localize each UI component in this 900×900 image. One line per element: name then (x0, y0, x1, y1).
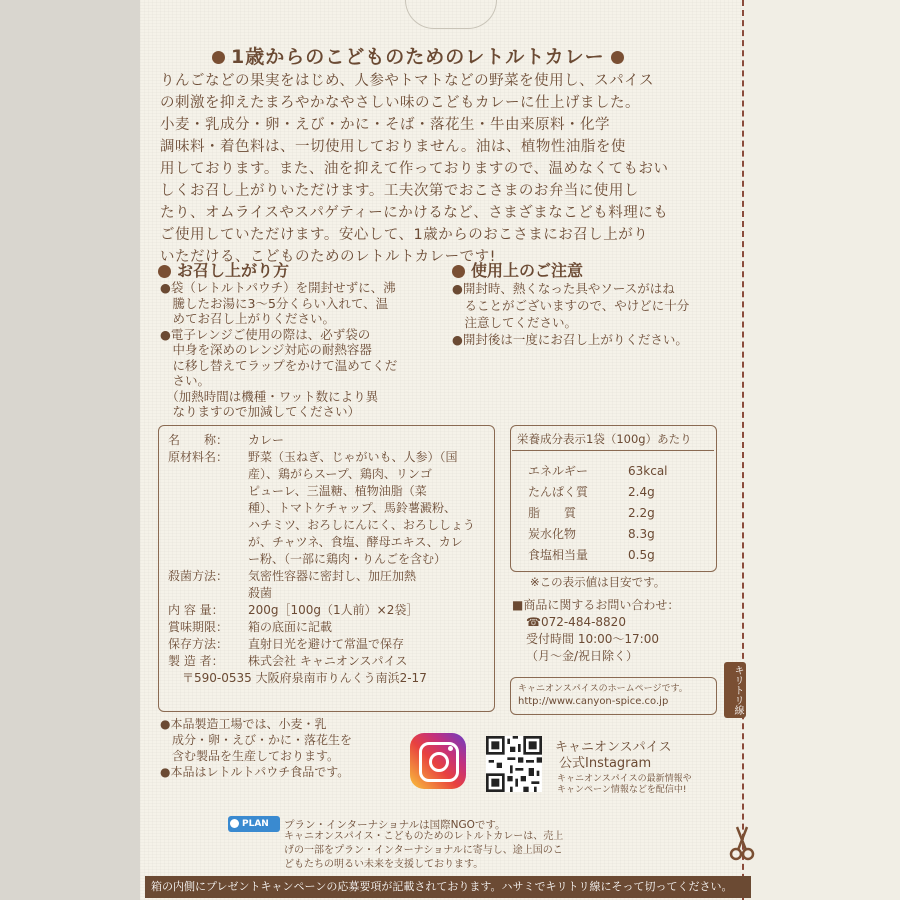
contact-heading: ■商品に関するお問い合わせ： (512, 598, 680, 612)
instagram-sub: 公式Instagram (559, 756, 652, 771)
nutrition-key: たんぱく質 (528, 485, 589, 499)
cut-line (742, 0, 744, 900)
instagram-name: キャニオンスパイス (555, 740, 672, 755)
nutrition-value: 2.2g (628, 505, 655, 520)
nutrition-divider (512, 450, 714, 451)
intro-paragraph (160, 70, 730, 268)
address-text: 〒590-0535 大阪府泉南市りんくう南浜2-17 (182, 671, 427, 685)
homepage-url[interactable]: http://www.canyon-spice.co.jp (518, 696, 669, 707)
bullet-dot-icon (452, 265, 465, 278)
instagram-icon[interactable] (410, 733, 466, 789)
label-key: 保存方法： (168, 637, 229, 651)
footer-banner: 箱の内側にプレゼントキャンペーンの応募要項が記載されております。ハサミでキリトリ線にそって切ってください。 (145, 876, 751, 898)
factory-note-line: 成分・卵・えび・かに・落花生を (160, 733, 353, 747)
label-value-line: ー粉、（一部に鶏肉・りんごを含む） (248, 552, 447, 566)
label-row-expiry (168, 619, 488, 636)
main-title (206, 42, 630, 69)
nutrition-value: 63kcal (628, 463, 668, 478)
title-text: 1歳からのこどものためのレトルトカレー (231, 46, 605, 68)
label-value-line: ピューレ、三温糖、植物油脂（菜 (248, 484, 427, 498)
label-row-storage (168, 636, 488, 653)
nutrition-key: エネルギー (528, 464, 589, 478)
label-key: 原材料名： (168, 450, 229, 464)
plan-line: キャニオンスパイス・こどものためのレトルトカレーは、売上 (284, 831, 564, 842)
nutrition-title: 栄養成分表示1袋（100g）あたり (517, 432, 692, 446)
intro-line: しくお召し上がりいただけます。工夫次第でおこさまのお弁当に使用し (160, 183, 639, 199)
label-key: 殺菌方法： (168, 569, 229, 583)
instagram-desc-line: キャニオンスパイスの最新情報や (557, 774, 692, 784)
factory-note-line: ●本品製造工場では、小麦・乳 (160, 717, 327, 731)
label-value-line: が、チャツネ、食塩、酵母エキス、カレ (248, 535, 463, 549)
product-label (168, 432, 488, 687)
label-row-manufacturer (168, 653, 488, 670)
label-key: 名 称： (168, 433, 229, 447)
intro-line: 調味料・着色料は、一切使用しておりません。油は、植物性油脂を使 (160, 139, 626, 155)
label-row-sterilization (168, 568, 488, 602)
howto-heading (158, 258, 289, 281)
label-key: 内 容 量： (168, 603, 224, 617)
intro-line: りんごなどの果実をはじめ、人参やトマトなどの野菜を使用し、スパイス (160, 73, 654, 89)
intro-line: の刺激を抑えたまろやかなやさしい味のこどもカレーに仕上げました。 (160, 95, 640, 111)
qr-code-graphic (486, 736, 542, 792)
plan-line: げの一部をプラン・インターナショナルに寄与し、途上国のこ (284, 845, 563, 856)
contact-phone: ☎072-484-8820 (526, 615, 626, 629)
bullet-dot-icon (212, 51, 225, 64)
label-row-name (168, 432, 488, 449)
instagram-text (555, 740, 671, 772)
bullet-dot-icon (611, 51, 624, 64)
nutrition-row (528, 523, 668, 544)
howto-line: 騰したお湯に3～5分くらい入れて、温 (160, 295, 389, 311)
plan-line1: プラン・インターナショナルは国際NGOです。 (284, 819, 506, 831)
intro-line: たり、オムライスやスパゲティーにかけるなど、さまざまなこども料理にも (160, 205, 669, 221)
factory-note (160, 716, 352, 780)
caution-text (452, 280, 727, 348)
caution-line: ることがございますので、やけどに十分 (452, 298, 690, 313)
plan-logo-text: PLAN (242, 819, 269, 829)
label-key: 賞味期限： (168, 620, 229, 634)
caution-line: 注意してください。 (452, 315, 578, 330)
label-value-line: 種）、トマトケチャップ、馬鈴薯澱粉、 (248, 501, 456, 515)
intro-line: 小麦・乳成分・卵・えび・かに・そば・落花生・牛由来原料・化学 (160, 117, 610, 133)
howto-line: ●電子レンジご使用の際は、必ず袋の (160, 326, 371, 342)
label-row-ingredients (168, 449, 488, 568)
label-value: 箱の底面に記載 (248, 620, 333, 634)
nutrition-row (528, 460, 668, 481)
contact-hours: 受付時間 10:00～17:00 (526, 632, 659, 646)
howto-line: に移し替えてラップをかけて温めてくだ (160, 357, 398, 373)
howto-line: 中身を深めのレンジ対応の耐熱容器 (160, 342, 372, 357)
caution-heading (452, 258, 583, 281)
label-value-line: 気密性容器に密封し、加圧加熱 (248, 569, 417, 583)
bullet-dot-icon (158, 265, 171, 278)
nutrition-row (528, 544, 668, 565)
nutrition-key: 食塩相当量 (528, 548, 589, 562)
label-value-line: 野菜（玉ねぎ、じゃがいも、人参）（国 (248, 450, 458, 464)
howto-line: （加熱時間は機種・ワット数により異 (160, 388, 379, 404)
plan-logo-icon (230, 819, 239, 828)
intro-line: 用しております。また、油を抑えて作っておりますので、温めなくてもおい (160, 161, 669, 177)
howto-text (160, 280, 440, 420)
caution-line: ●開封時、熱くなった具やソースがはね (452, 281, 675, 296)
scissors-icon (729, 825, 755, 861)
howto-line: さい。 (160, 373, 211, 388)
label-value-line: ハチミツ、おろしにんにく、おろししょう (248, 518, 475, 532)
nutrition-value: 2.4g (628, 484, 655, 499)
howto-line: めてお召し上がりください。 (160, 311, 336, 326)
label-value: 200g［100g（1人前）×2袋］ (248, 603, 419, 617)
homepage-label: キャニオンスパイスのホームページです。 (518, 684, 688, 694)
label-value (248, 449, 475, 568)
factory-note-line: 含む製品を生産しております。 (160, 749, 340, 763)
label-key: 製 造 者： (168, 654, 224, 668)
contact-block (512, 597, 679, 665)
kiritori-label: キリトリ線 (724, 662, 746, 718)
background-edge (0, 0, 140, 900)
label-value: 株式会社 キャニオンスパイス (248, 654, 408, 668)
howto-line: なりますので加減してください） (160, 404, 361, 419)
label-address (168, 670, 488, 687)
instagram-lens (429, 752, 449, 772)
howto-line: ●袋（レトルトパウチ）を開封せずに、沸 (160, 280, 396, 295)
nutrition-row (528, 502, 668, 523)
label-value: 直射日光を避けて常温で保存 (248, 637, 405, 651)
contact-days: （月～金/祝日除く） (526, 649, 639, 663)
nutrition-value: 8.3g (628, 526, 655, 541)
caution-line: ●開封後は一度にお召し上がりください。 (452, 332, 688, 347)
instagram-dot (448, 746, 453, 751)
caution-heading-text: 使用上のご注意 (471, 261, 584, 280)
plan-logo (228, 816, 280, 832)
intro-line: ご使用していただけます。安心して、1歳からのおこさまにお召し上がり (160, 227, 649, 243)
nutrition-key: 脂 質 (528, 506, 577, 520)
label-value (248, 568, 416, 602)
label-value: カレー (248, 433, 285, 447)
label-value-line: 殺菌 (248, 586, 273, 600)
side-panel (744, 0, 900, 900)
nutrition-table (528, 460, 668, 565)
howto-heading-text: お召し上がり方 (177, 261, 290, 280)
label-value-line: 産）、鶏がらスープ、鶏肉、リンゴ (248, 467, 432, 481)
label-row-contents (168, 602, 488, 619)
nutrition-note: ※この表示値は目安です。 (530, 575, 666, 589)
plan-text (284, 830, 563, 872)
nutrition-key: 炭水化物 (528, 527, 577, 541)
factory-note-line: ●本品はレトルトパウチ食品です。 (160, 765, 350, 779)
tab-notch (405, 0, 497, 29)
instagram-desc (557, 774, 692, 796)
plan-line: どもたちの明るい未来を支援しております。 (284, 859, 484, 870)
instagram-desc-line: キャンペーン情報などを配信中! (557, 785, 687, 795)
intro-line: いただける、こどものためのレトルトカレーです! (160, 249, 496, 265)
nutrition-value: 0.5g (628, 547, 655, 562)
qr-code-icon[interactable] (486, 736, 542, 792)
nutrition-row (528, 481, 668, 502)
